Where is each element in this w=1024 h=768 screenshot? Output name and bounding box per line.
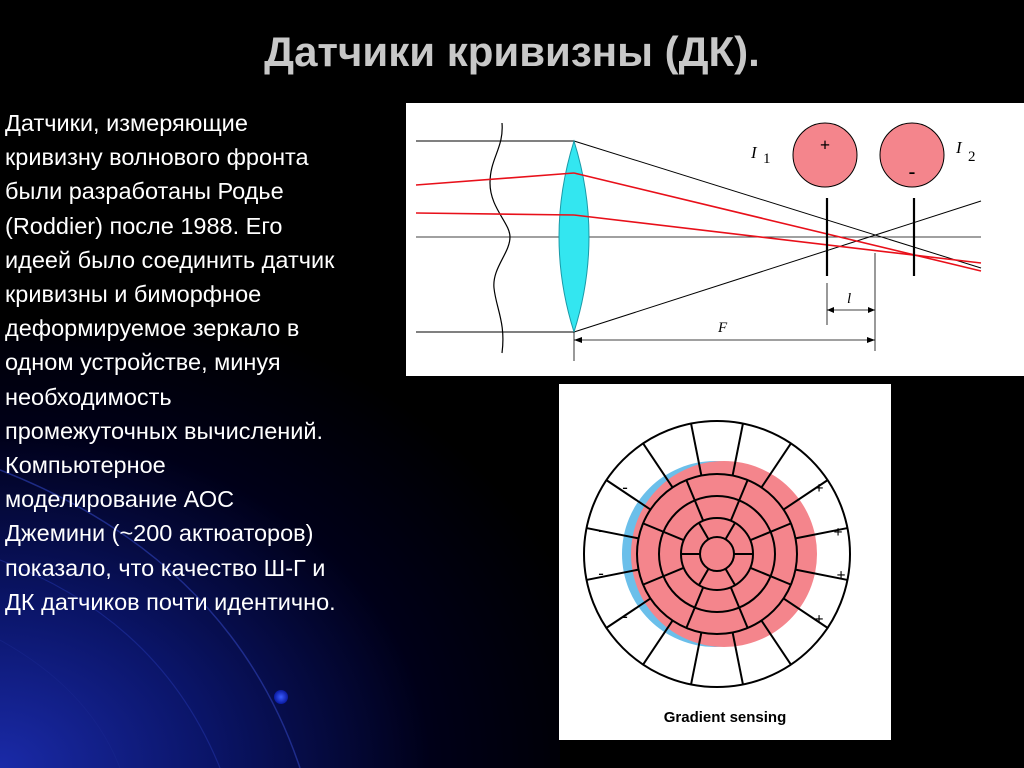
plus-sign: +	[833, 524, 843, 541]
minus-sign: -	[598, 565, 604, 582]
curvature-sensor-optics-diagram	[406, 103, 1024, 376]
decorative-dot	[274, 690, 288, 704]
minus-sign: -	[598, 522, 604, 539]
red-ray-2-in	[416, 213, 574, 215]
plus-sign: +	[836, 567, 846, 584]
wavefront-curve	[490, 123, 510, 353]
red-ray-1-in	[416, 173, 574, 185]
converging-ray-bottom	[574, 201, 981, 332]
label-l: l	[847, 291, 852, 307]
body-line: моделирование АОС	[5, 486, 235, 513]
body-line: деформируемое зеркало в	[5, 315, 300, 342]
body-line: одном устройстве, минуя	[5, 349, 281, 376]
slide-title: Датчики кривизны (ДК).	[264, 28, 760, 75]
minus-sign: -	[622, 479, 628, 496]
gradient-sensing-diagram	[559, 384, 891, 740]
label-i2-index: 2	[968, 149, 976, 165]
body-line: Компьютерное	[5, 452, 166, 479]
slide-body-text	[5, 106, 410, 619]
body-line: промежуточных вычислений.	[5, 417, 324, 444]
body-line: идеей было соединить датчик	[5, 246, 335, 273]
body-line: кривизны и биморфное	[5, 281, 262, 308]
label-f: F	[718, 320, 728, 336]
body-line: показало, что качество Ш-Г и	[5, 554, 326, 581]
body-line: ДК датчиков почти идентично.	[5, 588, 336, 615]
body-line: Датчики, измеряющие	[5, 110, 248, 136]
body-line: были разработаны Родье	[5, 178, 284, 205]
lens-icon	[559, 141, 589, 332]
body-line: необходимость	[5, 383, 172, 410]
sensor-caption: Gradient sensing	[663, 709, 787, 726]
body-line: Джемини (~200 актюаторов)	[5, 520, 314, 547]
plus-sign: +	[814, 480, 824, 497]
label-i1-index: 1	[763, 151, 771, 167]
label-i1-letter: I	[751, 143, 757, 162]
minus-sign: -	[622, 608, 628, 625]
minus-sign: -	[908, 161, 916, 183]
plus-sign: +	[819, 135, 831, 155]
body-line: кривизну волнового фронта	[5, 144, 309, 171]
intensity-image-1	[793, 123, 857, 187]
body-line: (Roddier) после 1988. Его	[5, 212, 283, 239]
plus-sign: +	[814, 611, 824, 628]
label-i2-letter: I	[956, 138, 962, 157]
